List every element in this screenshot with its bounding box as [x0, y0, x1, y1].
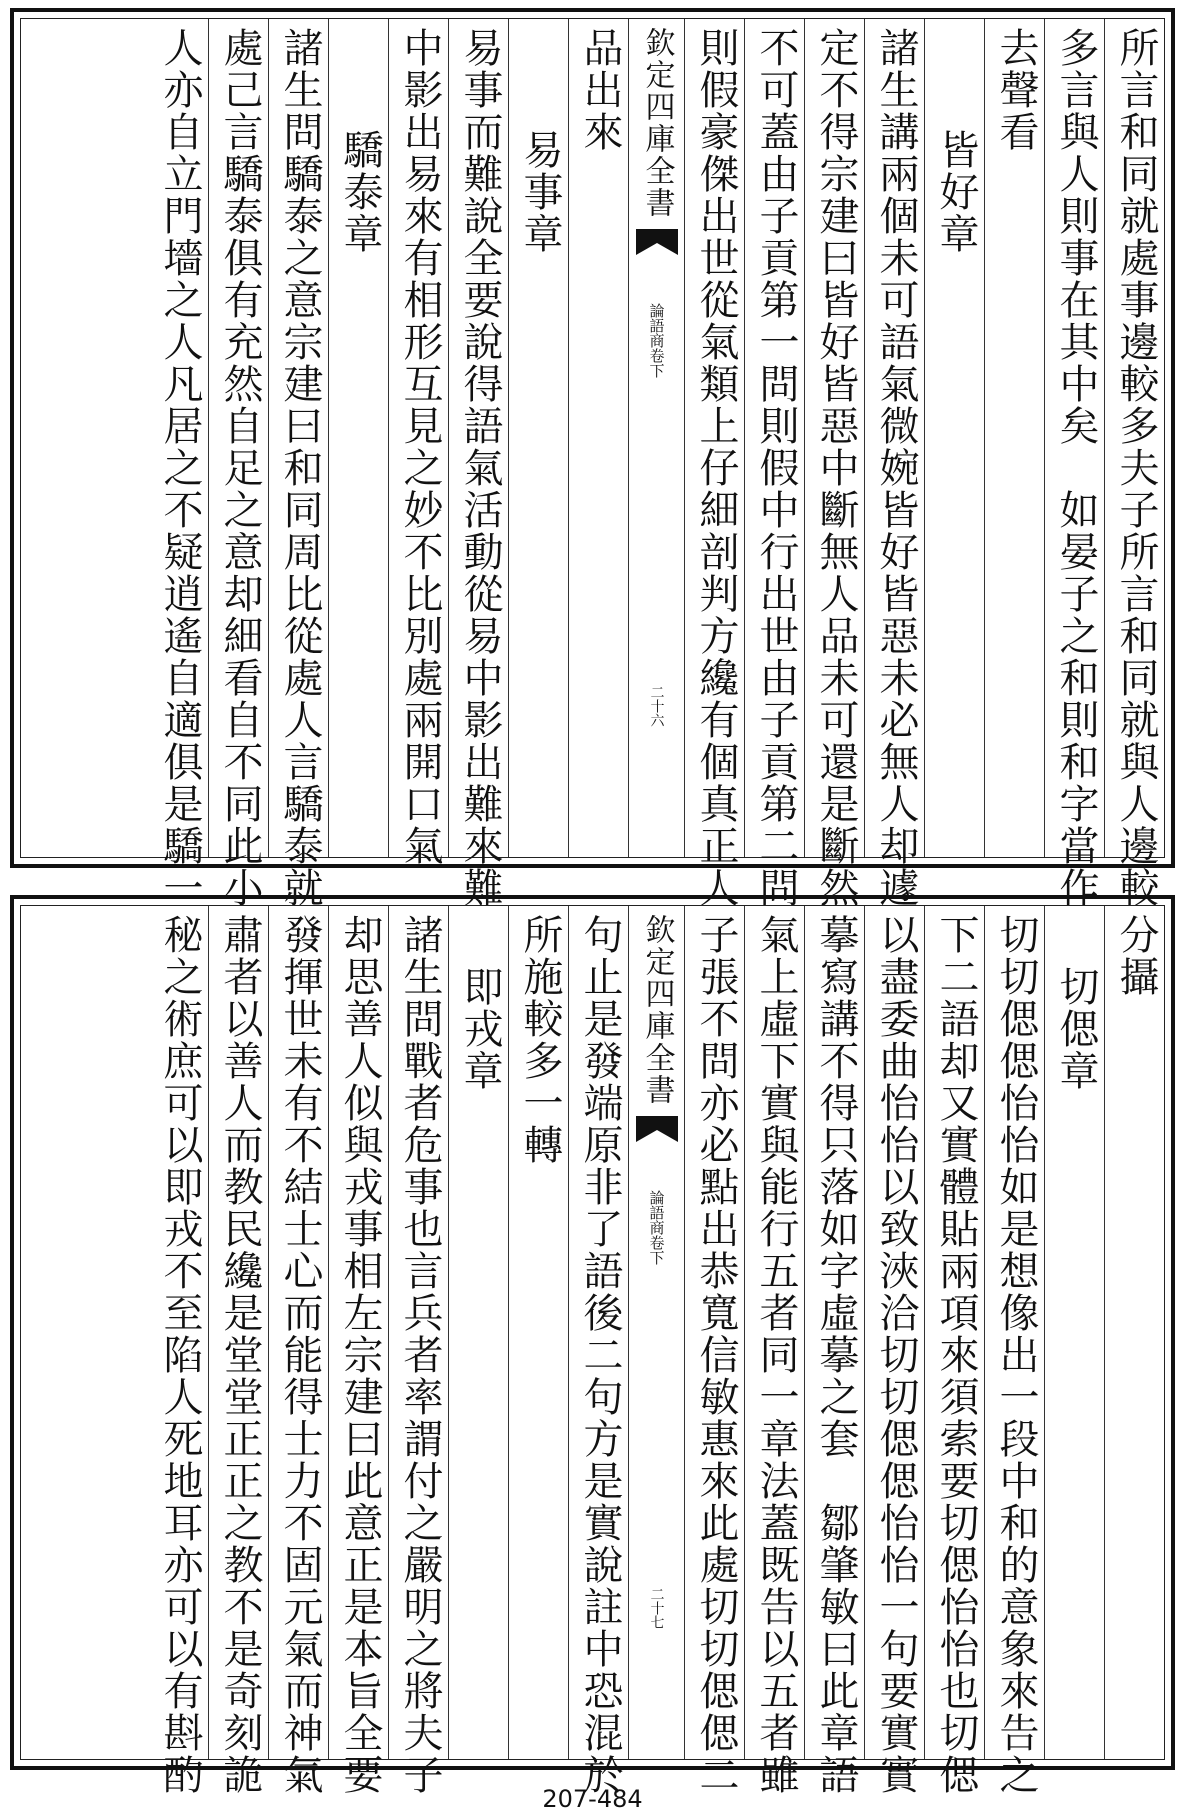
center-title: 欽定四庫全書 — [639, 914, 675, 1106]
text-column — [1044, 19, 1104, 909]
column-text: 品出來 — [577, 27, 623, 153]
center-subtitle — [648, 1190, 666, 1265]
text-column — [268, 19, 328, 909]
column-text: 却思善人似與戎事相左宗建曰此意正是本旨全要 — [337, 914, 383, 1796]
text-column — [744, 19, 804, 909]
page-number: 二十七 — [648, 1587, 665, 1629]
text-column — [684, 19, 744, 909]
page-number: 二十六 — [648, 685, 665, 727]
column-text: 諸生講兩個未可語氣微婉皆好皆惡未必無人却遽 — [873, 27, 919, 909]
text-column — [148, 906, 208, 1796]
text-column — [804, 906, 864, 1796]
text-column — [208, 906, 268, 1796]
chapter-heading: 切偲章 — [1053, 966, 1099, 1092]
text-column — [864, 19, 924, 909]
column-text: 不可蓋由子貢第一問則假中行出世由子貢第二問 — [753, 27, 799, 909]
column-text: 分攝 — [1113, 914, 1159, 998]
column-text: 肅者以善人而教民纔是堂堂正正之教不是奇刻詭 — [217, 914, 263, 1796]
text-column — [508, 906, 568, 1759]
column-text: 下二語却又實體貼兩項來須索要切偲怡怡也切偲 — [933, 914, 979, 1796]
column-text: 以盡委曲怡怡以致浹洽切切偲偲怡怡一句要實實 — [873, 914, 919, 1796]
chapter-heading-column — [508, 19, 568, 857]
text-column — [148, 19, 208, 909]
column-text: 諸生問驕泰之意宗建曰和同周比從處人言驕泰就 — [277, 27, 323, 909]
column-text: 所施較多一轉 — [517, 914, 563, 1166]
chapter-heading-column — [1044, 906, 1104, 1759]
center-fold — [628, 19, 684, 857]
text-column — [984, 906, 1044, 1796]
column-text: 處己言驕泰俱有充然自足之意却細看自不同此小 — [217, 27, 263, 909]
column-text: 所言和同就處事邊較多夫子所言和同就與人邊較 — [1113, 27, 1159, 909]
chapter-heading: 即戎章 — [457, 966, 503, 1092]
text-column — [448, 19, 508, 909]
text-column — [328, 906, 388, 1796]
column-text: 句止是發端原非了語後二句方是實說註中恐混於 — [577, 914, 623, 1796]
text-column — [744, 906, 804, 1796]
column-text: 中影出易來有相形互見之妙不比別處兩開口氣 — [397, 27, 443, 867]
column-text: 易事而難說全要說得語氣活動從易中影出難來難 — [457, 27, 503, 909]
book-name: 論語商 — [647, 303, 666, 348]
text-column — [388, 906, 448, 1796]
chapter-heading: 皆好章 — [933, 129, 979, 255]
fish-tail-mark-icon — [636, 229, 678, 269]
text-column — [684, 906, 744, 1796]
column-text: 定不得宗建曰皆好皆惡中斷無人品未可還是斷然 — [813, 27, 859, 909]
column-text: 人亦自立門墻之人凡居之不疑逍遙自適俱是驕一 — [157, 27, 203, 909]
text-column — [568, 19, 628, 857]
text-column — [804, 19, 864, 909]
column-text: 則假豪傑出世從氣類上仔細剖判方纔有個真正人 — [693, 27, 739, 909]
fish-tail-mark-icon — [636, 1116, 678, 1156]
top-page-columns — [20, 18, 1165, 909]
volume-label: 卷下 — [647, 348, 666, 378]
column-text: 發揮世未有不結士心而能得士力不固元氣而神氣 — [277, 914, 323, 1796]
chapter-heading: 驕泰章 — [337, 129, 383, 255]
top-page — [10, 8, 1175, 909]
book-name: 論語商 — [647, 1190, 666, 1235]
page-footer-number: 207-484 — [542, 1785, 643, 1813]
column-text: 秘之術庶可以即戎不至陷人死地耳亦可以有斟酌 — [157, 914, 203, 1796]
column-text: 多言與人則事在其中矣 如晏子之和則和字當作 — [1053, 27, 1099, 909]
text-column — [568, 906, 628, 1796]
column-text: 諸生問戰者危事也言兵者率謂付之嚴明之將夫子 — [397, 914, 443, 1796]
column-text: 氣上虛下實與能行五者同一章法蓋既告以五者雖 — [753, 914, 799, 1796]
bottom-page — [10, 895, 1175, 1796]
column-text: 去聲看 — [993, 27, 1039, 153]
text-column — [268, 906, 328, 1796]
center-fold — [628, 906, 684, 1759]
chapter-heading: 易事章 — [517, 129, 563, 255]
volume-label: 卷下 — [647, 1235, 666, 1265]
column-text: 子張不問亦必點出恭寬信敏惠來此處切切偲偲二 — [693, 914, 739, 1796]
chapter-heading-column — [924, 19, 984, 857]
chapter-heading-column — [328, 19, 388, 857]
text-column — [1104, 19, 1164, 909]
text-column — [1104, 906, 1164, 1759]
chapter-heading-column — [448, 906, 508, 1759]
text-column — [984, 19, 1044, 857]
text-column — [208, 19, 268, 909]
column-text: 摹寫講不得只落如字虛摹之套 鄒肇敏曰此章語 — [813, 914, 859, 1796]
center-subtitle — [648, 303, 666, 378]
text-column — [388, 19, 448, 867]
text-column — [864, 906, 924, 1796]
center-title: 欽定四庫全書 — [639, 27, 675, 219]
text-column — [924, 906, 984, 1796]
column-text: 切切偲偲怡怡如是想像出一段中和的意象來告之 — [993, 914, 1039, 1796]
bottom-page-columns — [20, 905, 1165, 1796]
